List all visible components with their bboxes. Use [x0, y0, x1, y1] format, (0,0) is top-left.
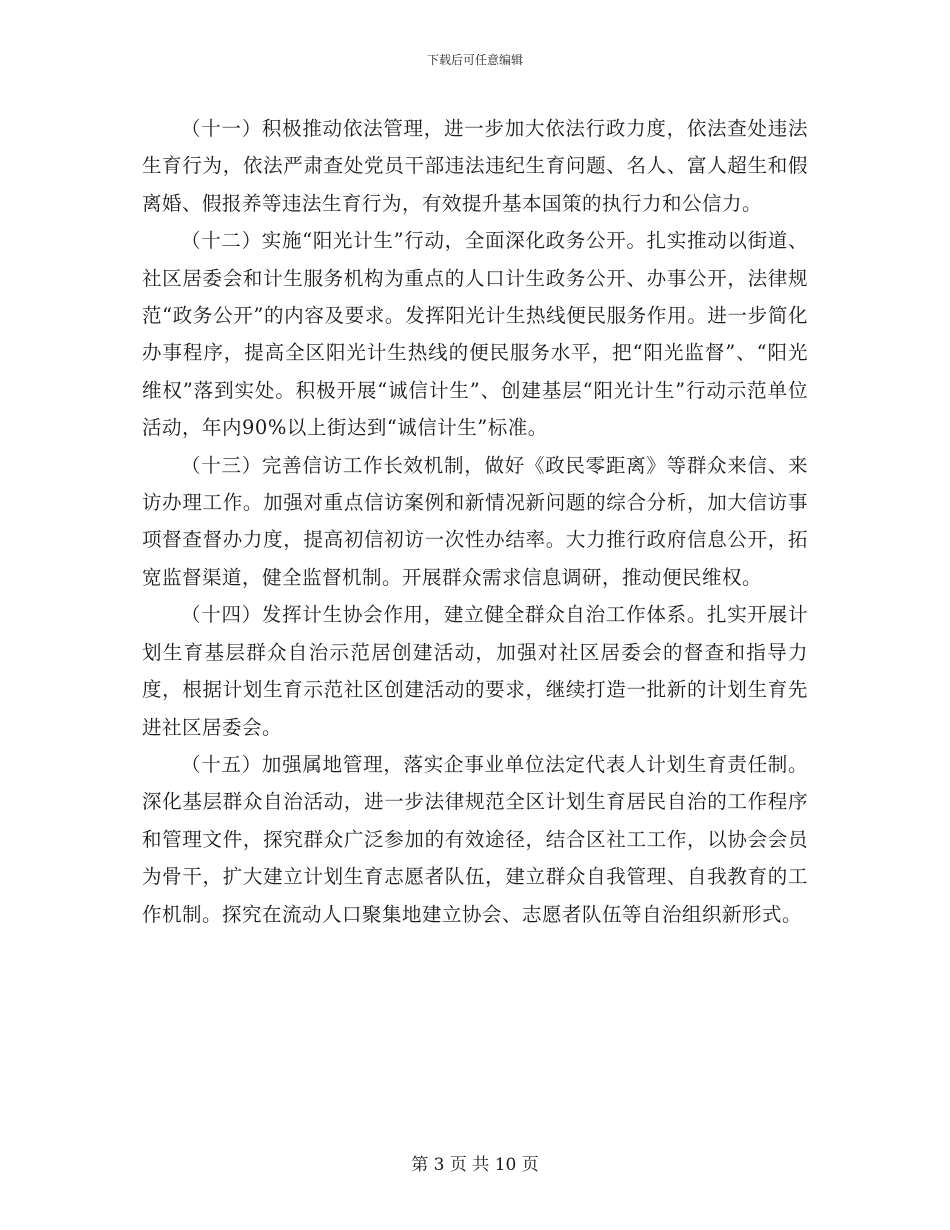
paragraph-14: （十四）发挥计生协会作用，建立健全群众自治工作体系。扎实开展计划生育基层群众自治示范居创建活动，加强对社区居委会的督查和指导力度，根据计划生育示范社区创建活动的要求，继续打造一批新的计划生育先进社区居委会。 — [142, 603, 808, 739]
page-header: 下载后可任意编辑 — [426, 53, 523, 67]
paragraph-15: （十五）加强属地管理，落实企事业单位法定代表人计划生育责任制。深化基层群众自治活动，进一步法律规范全区计划生育居民自治的工作程序和管理文件，探究群众广泛参加的有效途径，结合区社工工作，以协会会员为骨干，扩大建立计划生育志愿者队伍，建立群众自我管理、自我教育的工作机制。探究在流动人口聚集地建立协会、志愿者队伍等自治组织新形式。 — [142, 752, 808, 926]
paragraph-11: （十一）积极推动依法管理，进一步加大依法行政力度，依法查处违法生育行为，依法严肃查处党员干部违法违纪生育问题、名人、富人超生和假离婚、假报养等违法生育行为，有效提升基本国策的执行力和公信力。 — [142, 117, 808, 215]
document-body — [142, 110, 808, 933]
paragraph-12: （十二）实施“阳光计生”行动，全面深化政务公开。扎实推动以街道、社区居委会和计生服务机构为重点的人口计生政务公开、办事公开，法律规范“政务公开”的内容及要求。发挥阳光计生热线便民服务作用。进一步简化办事程序，提高全区阳光计生热线的便民服务水平，把“阳光监督”、“阳光维权”落到实处。积极开展“诚信计生”、创建基层“阳光计生”行动示范单位活动，年内90%以上街达到“诚信计生”标准。 — [142, 229, 808, 440]
page-number-footer: 第 3 页 共 10 页 — [411, 1155, 539, 1175]
paragraph-13: （十三）完善信访工作长效机制，做好《政民零距离》等群众来信、来访办理工作。加强对重点信访案例和新情况新问题的综合分析，加大信访事项督查督办力度，提高初信初访一次性办结率。大力推行政府信息公开，拓宽监督渠道，健全监督机制。开展群众需求信息调研，推动便民维权。 — [142, 453, 808, 589]
